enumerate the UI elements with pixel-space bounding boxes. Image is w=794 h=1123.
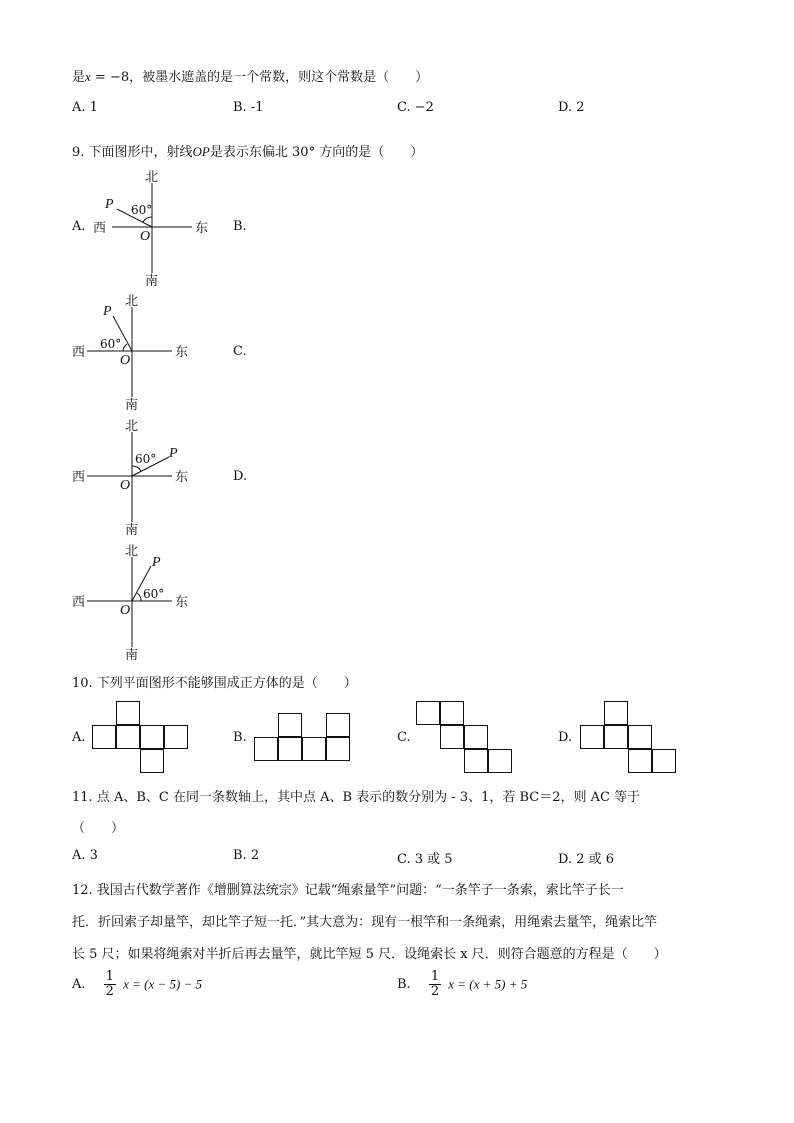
- compass-c-angle: 60°: [135, 452, 157, 466]
- q12-option-a-fraction: [104, 970, 116, 999]
- compass-b-o: O: [120, 353, 131, 368]
- compass-a-p: P: [105, 197, 114, 212]
- q10-option-c-label: C.: [397, 730, 411, 745]
- q8-stem: [72, 66, 428, 85]
- q9-option-b-label: B.: [233, 219, 247, 234]
- q12-option-b: [397, 970, 527, 999]
- compass-a-angle: 60°: [131, 203, 153, 217]
- q8-stem-rest: 被墨水遮盖的是一个常数，则这个常数是（ ）: [142, 70, 429, 85]
- q8-eq-var: x: [85, 69, 91, 84]
- compass-a-o: O: [140, 229, 151, 244]
- q11-option-b: B. 2: [233, 848, 260, 863]
- q12-option-a-expression: x = (x − 5) − 5: [123, 976, 203, 992]
- compass-diagram-c: [65, 414, 205, 539]
- compass-b-south: 南: [125, 398, 139, 413]
- compass-d-west: 西: [72, 595, 86, 610]
- q10-option-d-label: D.: [558, 730, 573, 745]
- q9-option-a-label: A.: [72, 219, 86, 234]
- compass-c-east: 东: [175, 470, 189, 485]
- q11-stem-line1: 11. 点 A、B、C 在同一条数轴上，其中点 A、B 表示的数分别为 - 3、1，若 BC＝2，则 AC 等于: [72, 790, 641, 805]
- q9-stem-text: 9. 下面图形中，射线: [72, 145, 193, 160]
- compass-d-north: 北: [125, 544, 139, 559]
- compass-a-east: 东: [195, 221, 209, 236]
- compass-diagram-b: [65, 289, 205, 414]
- compass-c-p: P: [169, 446, 178, 461]
- q12-stem-line2: 托．折回索子却量竿，却比竿子短一托．”其大意为：现有一根竿和一条绳索，用绳索去量竿，绳索比竿: [72, 915, 658, 930]
- q12-stem-line1: 12. 我国古代数学著作《增删算法统宗》记载“绳索量竿”问题：“一条竿子一条索，索比竿子长一: [72, 883, 624, 898]
- compass-c-o: O: [120, 478, 131, 493]
- q9-option-d-label: D.: [233, 469, 248, 484]
- compass-a-west: 西: [93, 221, 107, 236]
- q12-option-b-fraction: [429, 970, 441, 999]
- compass-diagram-a: [85, 165, 225, 290]
- cube-net-d: [580, 701, 678, 773]
- q9-stem-rest: 是表示东偏北 30° 方向的是（ ）: [209, 145, 424, 160]
- q12-option-a: [72, 970, 202, 999]
- compass-c-north: 北: [125, 419, 139, 434]
- q12-option-b-label: B.: [397, 977, 411, 992]
- q11-option-d: D. 2 或 6: [558, 852, 615, 867]
- compass-b-angle: 60°: [100, 337, 122, 351]
- q8-eq-rhs: = −8，: [90, 70, 143, 85]
- fraction-denominator: 2: [105, 984, 114, 999]
- q10-option-b-label: B.: [233, 730, 247, 745]
- q8-option-c: C. −2: [397, 100, 434, 115]
- q11-option-a: A. 3: [72, 848, 98, 863]
- compass-d-east: 东: [175, 595, 189, 610]
- q12-option-b-expression: x = (x + 5) + 5: [448, 976, 528, 992]
- compass-b-p: P: [103, 304, 112, 319]
- compass-a-south: 南: [145, 274, 159, 289]
- compass-d-p: P: [152, 555, 161, 570]
- q8-option-a: A. 1: [72, 100, 98, 115]
- q9-stem: [72, 141, 423, 160]
- q12-stem-line3: 长 5 尺；如果将绳索对半折后再去量竿，就比竿短 5 尺．设绳索长 x 尺．则符合题意的方程是（ ）: [72, 947, 667, 962]
- compass-b-north: 北: [125, 294, 139, 309]
- fraction-numerator: 1: [430, 969, 440, 984]
- q12-option-a-label: A.: [72, 977, 86, 992]
- compass-b-west: 西: [72, 345, 86, 360]
- q8-option-d: D. 2: [558, 100, 585, 115]
- q10-option-a-label: A.: [72, 730, 86, 745]
- q8-option-b: B. -1: [233, 100, 264, 115]
- q11-stem-line2: （ ）: [72, 821, 125, 836]
- q11-option-c: C. 3 或 5: [397, 852, 453, 867]
- compass-d-south: 南: [125, 648, 139, 663]
- cube-net-c: [416, 701, 514, 773]
- compass-c-south: 南: [125, 523, 139, 538]
- compass-b-east: 东: [175, 345, 189, 360]
- q9-ray-name: OP: [192, 144, 210, 159]
- q8-stem-prefix: 是: [72, 70, 86, 85]
- fraction-numerator: 1: [105, 969, 114, 984]
- compass-c-west: 西: [72, 470, 86, 485]
- compass-diagram-d: [65, 539, 205, 664]
- q10-stem: 10. 下列平面图形不能够围成正方体的是（ ）: [72, 676, 357, 691]
- fraction-denominator: 2: [430, 984, 440, 999]
- cube-net-a: [92, 701, 190, 773]
- compass-d-angle: 60°: [143, 587, 165, 601]
- cube-net-b: [254, 713, 352, 761]
- compass-d-o: O: [120, 603, 131, 618]
- compass-a-north: 北: [145, 170, 159, 185]
- q9-option-c-label: C.: [233, 344, 247, 359]
